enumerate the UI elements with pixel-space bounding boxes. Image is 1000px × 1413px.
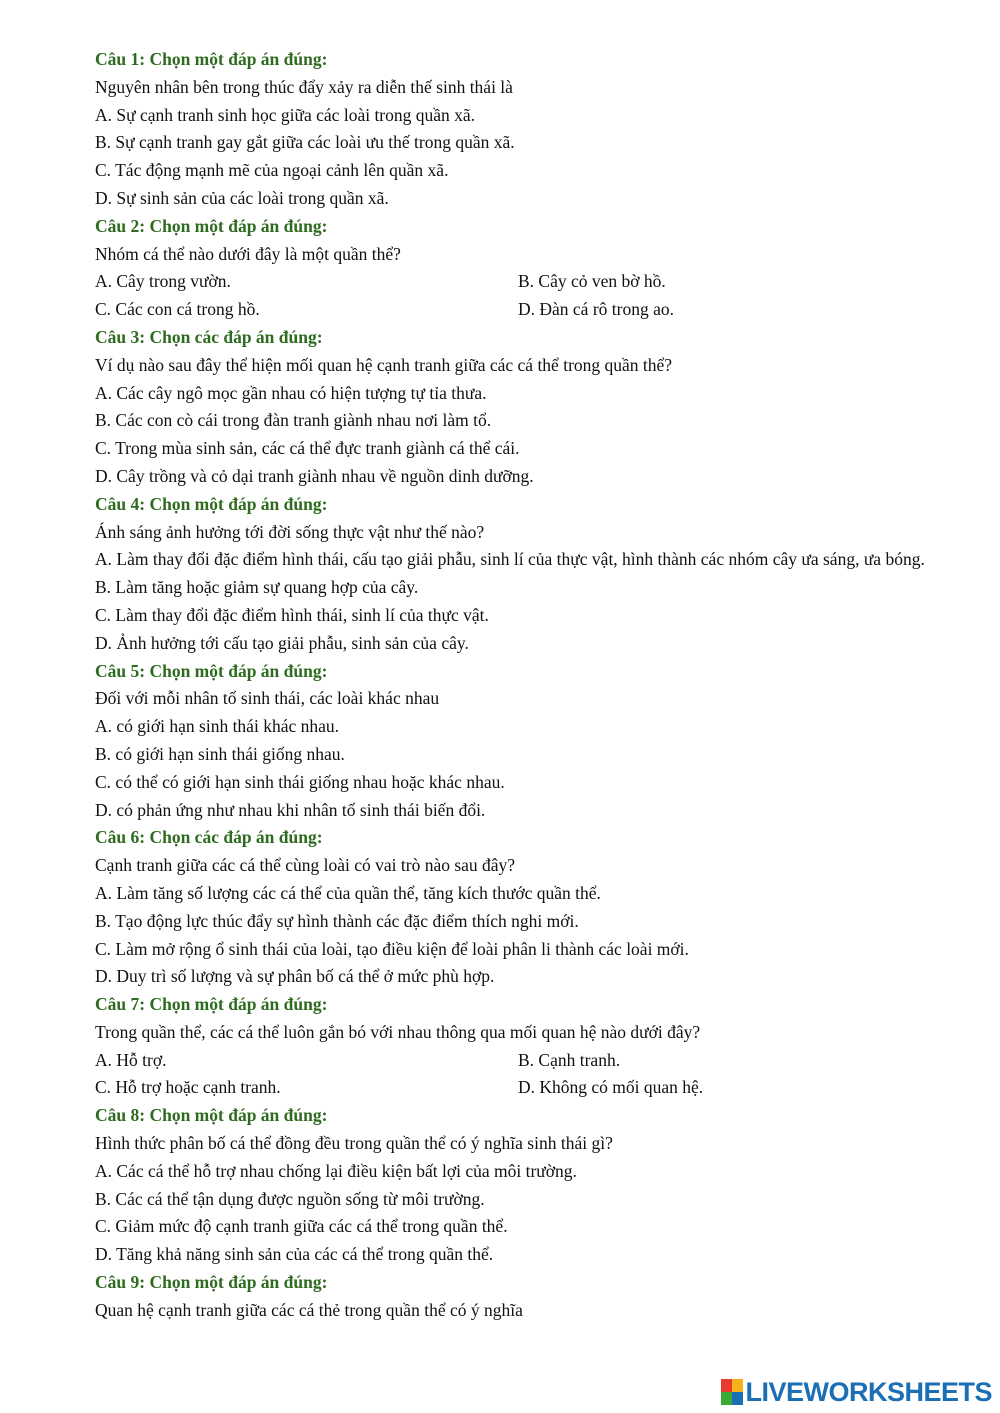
question-heading: Câu 9: Chọn một đáp án đúng: bbox=[95, 1272, 328, 1293]
worksheet bbox=[95, 46, 965, 1325]
question-stem: Hình thức phân bố cá thể đồng đều trong quần thể có ý nghĩa sinh thái gì? bbox=[95, 1133, 613, 1154]
answer-option[interactable]: D. Cây trồng và cỏ dại tranh giành nhau về nguồn dinh dưỡng. bbox=[95, 465, 534, 486]
answer-option[interactable]: A. Cây trong vườn. bbox=[95, 271, 231, 292]
question-heading: Câu 2: Chọn một đáp án đúng: bbox=[95, 215, 328, 236]
answer-option[interactable]: A. Các cá thể hỗ trợ nhau chống lại điều kiện bất lợi của môi trường. bbox=[95, 1160, 577, 1181]
question-heading: Câu 6: Chọn các đáp án đúng: bbox=[95, 827, 323, 848]
question-block bbox=[95, 491, 965, 658]
question-block bbox=[95, 991, 965, 1102]
answer-option[interactable]: C. Làm mở rộng ổ sinh thái của loài, tạo điều kiện để loài phân li thành các loài mới. bbox=[95, 938, 689, 959]
answer-option[interactable]: A. Sự cạnh tranh sinh học giữa các loài trong quần xã. bbox=[95, 104, 476, 125]
answer-option[interactable]: D. Tăng khả năng sinh sản của các cá thể trong quần thể. bbox=[95, 1244, 494, 1265]
answer-option[interactable]: A. Hỗ trợ. bbox=[95, 1049, 167, 1070]
question-heading: Câu 5: Chọn một đáp án đúng: bbox=[95, 660, 328, 681]
question-block bbox=[95, 46, 965, 213]
option-row bbox=[95, 268, 965, 296]
question-heading: Câu 3: Chọn các đáp án đúng: bbox=[95, 326, 323, 347]
answer-option[interactable]: C. có thể có giới hạn sinh thái giống nhau hoặc khác nhau. bbox=[95, 771, 505, 792]
question-heading: Câu 1: Chọn một đáp án đúng: bbox=[95, 49, 328, 69]
answer-option[interactable]: D. Ảnh hưởng tới cấu tạo giải phẫu, sinh sản của cây. bbox=[95, 632, 469, 653]
answer-option[interactable]: C. Hỗ trợ hoặc cạnh tranh. bbox=[95, 1077, 281, 1098]
question-block bbox=[95, 324, 965, 491]
answer-option[interactable]: C. Giảm mức độ cạnh tranh giữa các cá thể trong quần thể. bbox=[95, 1216, 508, 1237]
answer-option[interactable]: B. Các cá thể tận dụng được nguồn sống từ môi trường. bbox=[95, 1188, 485, 1209]
answer-option[interactable]: B. Làm tăng hoặc giảm sự quang hợp của cây. bbox=[95, 577, 419, 598]
answer-option[interactable]: B. Cây cỏ ven bờ hồ. bbox=[518, 271, 666, 292]
question-heading: Câu 7: Chọn một đáp án đúng: bbox=[95, 994, 328, 1015]
question-stem: Nhóm cá thể nào dưới đây là một quần thể? bbox=[95, 243, 401, 264]
answer-option[interactable]: D. Sự sinh sản của các loài trong quần xã. bbox=[95, 187, 389, 208]
answer-option[interactable]: A. Làm thay đổi đặc điểm hình thái, cấu tạo giải phẫu, sinh lí của thực vật, hình thành các nhóm cây ưa sáng, ưa bóng. bbox=[95, 549, 925, 570]
question-heading: Câu 4: Chọn một đáp án đúng: bbox=[95, 493, 328, 514]
answer-option[interactable]: B. Tạo động lực thúc đẩy sự hình thành các đặc điểm thích nghi mới. bbox=[95, 910, 579, 931]
brand-name: LIVEWORKSHEETS bbox=[745, 1376, 992, 1407]
option-row bbox=[95, 1047, 965, 1075]
question-heading: Câu 8: Chọn một đáp án đúng: bbox=[95, 1105, 328, 1126]
answer-option[interactable]: A. Làm tăng số lượng các cá thể của quần thể, tăng kích thước quần thể. bbox=[95, 882, 601, 903]
question-stem: Ánh sáng ảnh hưởng tới đời sống thực vật như thế nào? bbox=[95, 521, 485, 542]
question-stem: Ví dụ nào sau đây thể hiện mối quan hệ cạnh tranh giữa các cá thể trong quần thể? bbox=[95, 354, 673, 375]
question-stem: Trong quần thể, các cá thể luôn gắn bó với nhau thông qua mối quan hệ nào dưới đây? bbox=[95, 1021, 701, 1042]
question-block bbox=[95, 213, 965, 324]
question-block bbox=[95, 824, 965, 991]
liveworksheets-brand bbox=[721, 1376, 992, 1408]
answer-option[interactable]: A. Các cây ngô mọc gần nhau có hiện tượng tự tỉa thưa. bbox=[95, 382, 487, 403]
question-stem: Nguyên nhân bên trong thúc đẩy xảy ra diễn thế sinh thái là bbox=[95, 76, 513, 97]
option-row bbox=[95, 296, 965, 324]
answer-option[interactable]: D. Đàn cá rô trong ao. bbox=[518, 299, 674, 320]
answer-option[interactable]: B. Sự cạnh tranh gay gắt giữa các loài ưu thế trong quần xã. bbox=[95, 132, 515, 153]
answer-option[interactable]: D. Duy trì số lượng và sự phân bố cá thể ở mức phù hợp. bbox=[95, 966, 495, 987]
answer-option[interactable]: D. Không có mối quan hệ. bbox=[518, 1077, 704, 1098]
question-stem: Cạnh tranh giữa các cá thể cùng loài có vai trò nào sau đây? bbox=[95, 855, 516, 876]
question-stem: Đối với mỗi nhân tố sinh thái, các loài khác nhau bbox=[95, 688, 440, 709]
answer-option[interactable]: D. có phản ứng như nhau khi nhân tố sinh thái biến đổi. bbox=[95, 799, 486, 820]
answer-option[interactable]: B. Cạnh tranh. bbox=[518, 1049, 621, 1070]
question-block bbox=[95, 658, 965, 825]
question-block bbox=[95, 1102, 965, 1269]
question-block bbox=[95, 1269, 965, 1325]
answer-option[interactable]: A. có giới hạn sinh thái khác nhau. bbox=[95, 716, 339, 737]
liveworksheets-logo-icon bbox=[721, 1379, 743, 1405]
question-stem: Quan hệ cạnh tranh giữa các cá thẻ trong quần thể có ý nghĩa bbox=[95, 1299, 523, 1320]
option-row bbox=[95, 1074, 965, 1102]
answer-option[interactable]: C. Làm thay đổi đặc điểm hình thái, sinh lí của thực vật. bbox=[95, 604, 489, 625]
answer-option[interactable]: C. Các con cá trong hồ. bbox=[95, 299, 260, 320]
answer-option[interactable]: C. Tác động mạnh mẽ của ngoại cảnh lên quần xã. bbox=[95, 160, 449, 181]
answer-option[interactable]: C. Trong mùa sinh sản, các cá thể đực tranh giành cá thể cái. bbox=[95, 438, 520, 459]
answer-option[interactable]: B. có giới hạn sinh thái giống nhau. bbox=[95, 743, 345, 764]
answer-option[interactable]: B. Các con cò cái trong đàn tranh giành nhau nơi làm tổ. bbox=[95, 410, 492, 431]
